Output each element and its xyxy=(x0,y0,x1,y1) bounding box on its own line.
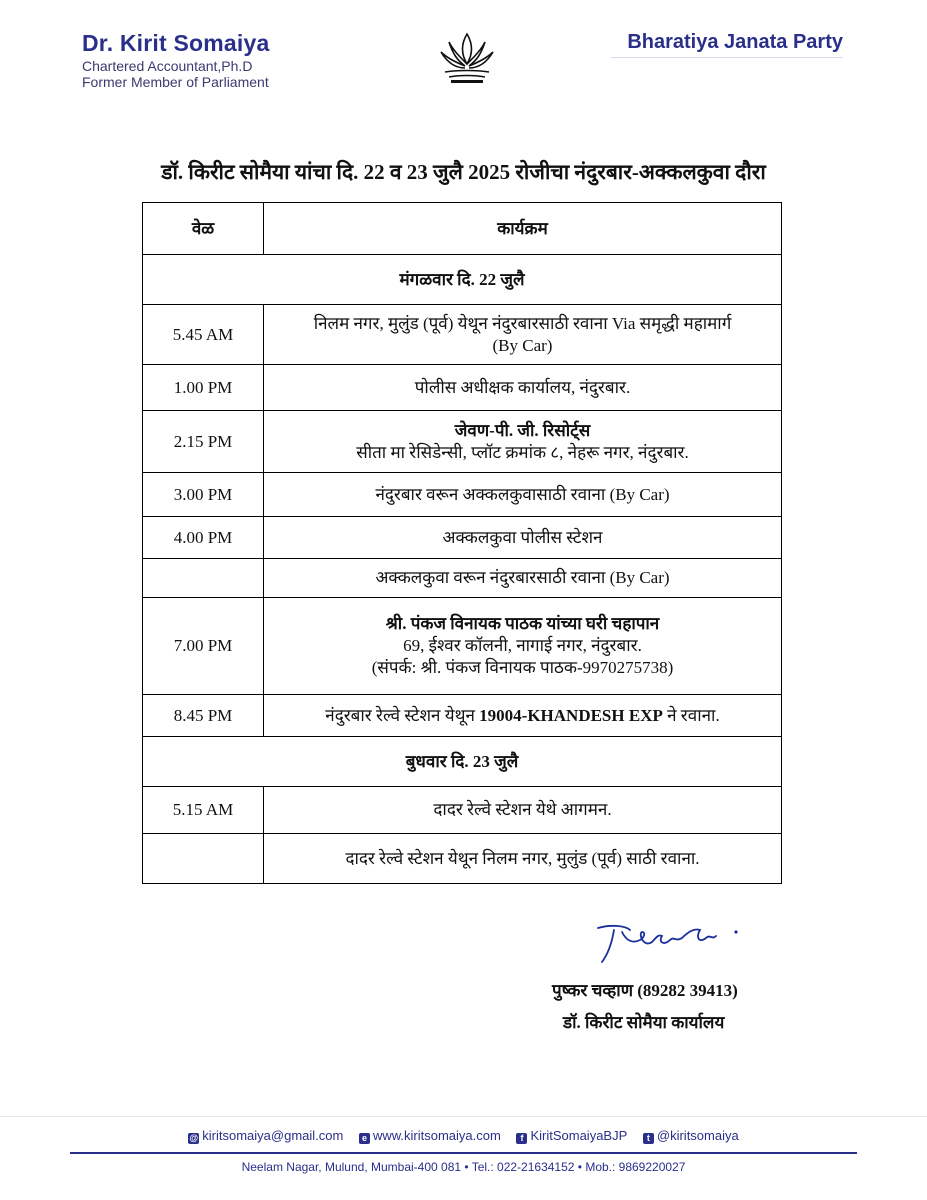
table-row xyxy=(143,834,782,884)
row-program: दादर रेल्वे स्टेशन येथून निलम नगर, मुलुंड (पूर्व) साठी रवाना. xyxy=(264,834,782,884)
letterhead-qualification: Chartered Accountant,Ph.D xyxy=(82,58,253,74)
header-program: कार्यक्रम xyxy=(264,203,782,255)
day-row xyxy=(143,255,782,305)
day-row xyxy=(143,737,782,787)
email-text: kiritsomaiya@gmail.com xyxy=(202,1128,344,1143)
table-row xyxy=(143,787,782,834)
schedule-table xyxy=(142,202,782,884)
row-time: 1.00 PM xyxy=(143,365,264,411)
table-row xyxy=(143,365,782,411)
table-row xyxy=(143,695,782,737)
header-time: वेळ xyxy=(143,203,264,255)
letterhead-name: Dr. Kirit Somaiya xyxy=(82,30,270,56)
party-name: Bharatiya Janata Party xyxy=(627,31,843,53)
row-program: अक्कलकुवा वरून नंदुरबारसाठी रवाना (By Car) xyxy=(264,559,782,598)
train-name: 19004-KHANDESH EXP xyxy=(479,705,663,725)
document-title: डॉ. किरीट सोमैया यांचा दि. 22 व 23 जुलै 2025 रोजीचा नंदुरबार-अक्कलकुवा दौरा xyxy=(161,160,766,184)
row-time: 4.00 PM xyxy=(143,517,264,559)
program-text: ने रवाना. xyxy=(667,705,720,725)
row-time: 7.00 PM xyxy=(143,598,264,695)
signatory-name: पुष्कर चव्हाण (89282 39413) xyxy=(552,981,738,1000)
lotus-icon xyxy=(439,30,495,84)
website-contact xyxy=(359,1128,501,1143)
row-time: 3.00 PM xyxy=(143,473,264,517)
row-program xyxy=(264,695,782,737)
letterhead-position: Former Member of Parliament xyxy=(82,74,269,90)
day-label: मंगळवार दि. 22 जुलै xyxy=(143,255,782,305)
row-program: अक्कलकुवा पोलीस स्टेशन xyxy=(264,517,782,559)
table-row xyxy=(143,598,782,695)
row-program xyxy=(264,305,782,365)
row-time: 2.15 PM xyxy=(143,411,264,473)
table-row xyxy=(143,559,782,598)
program-line: निलम नगर, मुलुंड (पूर्व) येथून नंदुरबारसाठी रवाना Via समृद्धी महामार्ग xyxy=(313,313,732,333)
facebook-icon: f xyxy=(516,1133,527,1144)
facebook-text: KiritSomaiyaBJP xyxy=(530,1128,628,1143)
party-underline xyxy=(611,57,843,58)
row-program xyxy=(264,598,782,695)
email-icon: @ xyxy=(189,1133,199,1143)
program-line: जेवण-पी. जी. रिसोर्ट्स xyxy=(454,420,591,440)
facebook-contact xyxy=(516,1128,627,1143)
program-line: (संपर्क: श्री. पंकज विनायक पाठक-9970275738) xyxy=(371,658,674,677)
footer-rule xyxy=(70,1152,857,1154)
twitter-icon: t xyxy=(643,1133,654,1144)
row-time xyxy=(143,559,264,598)
table-row xyxy=(143,305,782,365)
program-line: (By Car) xyxy=(492,335,553,355)
row-time: 5.45 AM xyxy=(143,305,264,365)
row-program: पोलीस अधीक्षक कार्यालय, नंदुरबार. xyxy=(264,365,782,411)
website-text: www.kiritsomaiya.com xyxy=(372,1128,501,1143)
row-program: नंदुरबार वरून अक्कलकुवासाठी रवाना (By Car) xyxy=(264,473,782,517)
table-row xyxy=(143,517,782,559)
signature-image xyxy=(592,918,742,968)
program-text: नंदुरबार रेल्वे स्टेशन येथून xyxy=(325,705,475,725)
program-line: सीता मा रेसिडेन्सी, प्लॉट क्रमांक ८, नेहरू नगर, नंदुरबार. xyxy=(356,442,689,462)
twitter-contact xyxy=(643,1128,739,1143)
table-row xyxy=(143,473,782,517)
program-line: श्री. पंकज विनायक पाठक यांच्या घरी चहापान xyxy=(385,614,660,633)
row-program: दादर रेल्वे स्टेशन येथे आगमन. xyxy=(264,787,782,834)
program-line: 69, ईश्वर कॉलनी, नागाई नगर, नंदुरबार. xyxy=(403,636,642,655)
row-time: 5.15 AM xyxy=(143,787,264,834)
table-header-row xyxy=(143,203,782,255)
signatory-office: डॉ. किरीट सोमैया कार्यालय xyxy=(563,1013,725,1032)
day-label: बुधवार दि. 23 जुलै xyxy=(143,737,782,787)
table-row xyxy=(143,411,782,473)
globe-icon: e xyxy=(359,1133,370,1144)
row-program xyxy=(264,411,782,473)
email-contact xyxy=(188,1128,343,1143)
footer-contacts xyxy=(0,1128,927,1144)
row-time: 8.45 PM xyxy=(143,695,264,737)
footer-divider xyxy=(0,1116,927,1117)
row-time xyxy=(143,834,264,884)
twitter-text: @kiritsomaiya xyxy=(656,1128,739,1143)
footer-address: Neelam Nagar, Mulund, Mumbai-400 081 • Tel.: 022-21634152 • Mob.: 9869220027 xyxy=(241,1160,686,1174)
